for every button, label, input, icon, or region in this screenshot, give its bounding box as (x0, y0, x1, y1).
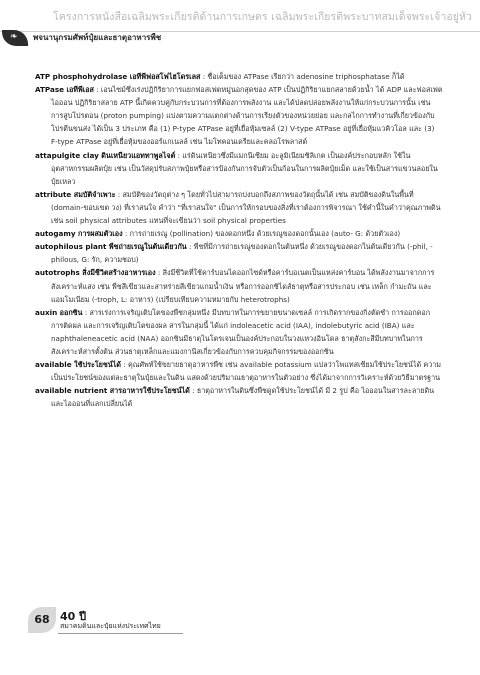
entry-definition: : ชื่อเต็มของ ATPase เรียกว่า adenosine triphosphatase ก็ได้ (202, 72, 405, 81)
entry-term: autotrophs สิ่งมีชีวิตสร้างอาหารเอง (35, 268, 156, 278)
entry-definition: : การถ่ายเรณู (pollination) ของดอกหนึ่ง ด้วยเรณูของดอกนั้นเอง (auto- G: ด้วยตัวเอง) (124, 229, 401, 239)
book-title: พจนานุกรมศัพท์ปุ๋ยและธาตุอาหารพืช (33, 33, 162, 42)
entry-term: autophilous plant พืชถ่ายเรณูในต้นเดียวกัน (35, 242, 187, 252)
entry-available-nutrient (35, 384, 443, 410)
entry-autophilous-plant (35, 240, 443, 266)
entry-attribute (35, 188, 443, 227)
project-title: โครงการหนังสือเฉลิมพระเกียรติด้านการเกษตร เฉลิมพระเกียรติพระบาทสมเด็จพระเจ้าอยู่หัว (52, 11, 472, 23)
entry-autogamy (35, 227, 443, 240)
entry-term: ATP phosphohydrolase เอทีพีฟอสโฟไฮโดรเลส (35, 72, 201, 81)
entry-term: auxin ออกซิน (35, 307, 83, 317)
entry-term: available nutrient สารอาหารใช้ประโยชน์ได้ (35, 386, 190, 396)
entry-autotrophs (35, 266, 443, 305)
entry-definition: : สิ่งมีชีวิตที่ใช้คาร์บอนไดออกไซด์หรือคาร์บอเนตเป็นแหล่งคาร์บอน ได้พลังงานมาจากการสังเคราะห์แสง เช่น พืชสีเขียวและสาหร่ายสีเขียวแกมน้ำเงิน หรือการออกซิไดส์ธาตุหรือสารประกอบ เช่น เหล็ก กำมะถัน และแอมโมเนียม (-troph, L: อาหาร) (เปรียบเทียบความหมายกับ heterotrophs) (51, 268, 435, 304)
entry-definition: : สมบัติของวัตถุต่าง ๆ โดยทั่วไปสามารถบ่งบอกถึงสภาพของวัตถุนั้นได้ เช่น สมบัติของดินในพื้นที่ (domain-ขอบเขต วง) ที่เราสนใจ คำว่า "ที่เราสนใจ" เป็นการให้กรอบของสิ่งที่เราต้องการพิจารณา ใช้คำนี้ในคำว่าคุณภาพดิน เช่น soil physical attributes แทนที่จะเขียนว่า soil physical properties (51, 189, 441, 226)
entry-definition: : แร่ดินเหนียวซึ่งมีแมกนีเซียม อะลูมิเนียมซิลิเกต เป็นองค์ประกอบหลัก ใช้ในอุตสาหกรรมผลิตปุ๋ย เช่น เป็นวัสดุปรับสภาพปุ๋ยหรือสารป้องกันการจับตัวเป็นก้อนในการผลิตปุ๋ยเม็ด และใช้เป็นสารแขวนลอยในปุ๋ยเหลว (51, 150, 438, 186)
entry-definition: : เอนไซม์ซึ่งเร่งปฏิกิริยาการแยกฟอสเฟตหมู่นอกสุดของ ATP เป็นปฏิกิริยาแยกสลายด้วยน้ำ ได้ ADP และฟอสเฟตไอออน ปฏิกิริยาสลาย ATP นี้เกิดควบคู่กับกระบวนการที่ต้องการพลังงาน และได้ปลดปล่อยพลังงานให้แก่กระบวนการนั้น เช่น การสูบโปรตอน (proton pumping) แบ่งตามความแตกต่างด้านการเรียงตัวของหน่วยย่อย และกลไกการทำงานที่เกี่ยวข้องกับโปรตีนขนส่ง ได้เป็น 3 ประเภท คือ (1) P-type ATPase อยู่ที่เยื่อหุ้มเซลล์ (2) V-type ATPase อยู่ที่เยื่อหุ้มแวคิวโอล และ (3) F-type ATPase อยู่ที่เยื่อหุ้มของออร์แกเนลล์ เช่น ไมโทคอนเดรียและคลอโรพลาสต์ (51, 85, 443, 147)
entry-atpase (35, 83, 443, 148)
footer-divider (58, 633, 183, 634)
entry-auxin (35, 306, 443, 358)
anniversary-label: 40 ปี (60, 610, 87, 623)
entry-term: attapulgite clay ดินเหนียวแอททาพูลไจต์ (35, 150, 176, 160)
page-number-badge (28, 607, 56, 633)
dictionary-entries (35, 70, 443, 410)
entry-definition: : ธาตุอาหารในดินซึ่งพืชดูดใช้ประโยชน์ได้ มี 2 รูป คือ ไอออนในสารละลายดินและไอออนที่แลกเปลี่ยนได้ (51, 386, 435, 409)
entry-definition: : สารเร่งการเจริญเติบโตของพืชกลุ่มหนึ่ง มีบทบาทในการขยายขนาดเซลล์ การเกิดรากของกิ่งตัดชำ การออกดอก การติดผล และการเจริญเติบโตของผล สารในกลุ่มนี้ ได้แก่ indoleacetic acid (IAA), indolebutyric acid (IBA) และ naphthaleneacetic acid (NAA) ออกซินมีธาตุไนโตรเจนเป็นองค์ประกอบในวงแหวงอินโดล ธาตุสังกะสีมีบทบาทในการสังเคราะห์สารตั้งต้น ส่วนธาตุเหล็กและแมงกานีสเกี่ยวข้องกับการควบคุมกิจกรรมของออกซิน (51, 307, 431, 356)
entry-term: autogamy การผสมตัวเอง (35, 229, 123, 239)
entry-term: available ใช้ประโยชน์ได้ (35, 360, 121, 370)
page-number: 68 (34, 613, 50, 626)
entry-term: ATPase เอทีพีเอส (35, 85, 94, 95)
entry-available (35, 358, 443, 384)
entry-definition: : คุณศัพท์ใช้ขยายธาตุอาหารพืช เช่น available potassium แปลว่าโพแทสเซียมใช้ประโยชน์ได้ ความเป็นประโยชน์ของแต่ละธาตุในปุ๋ยและในดิน แสดงด้วยปริมาณธาตุอาหารในตัวอย่าง ซึ่งได้มาจากการวิเคราะห์ด้วยวิธีมาตรฐาน (51, 360, 442, 383)
entry-attapulgite-clay (35, 149, 443, 188)
entry-atp-phosphohydrolase (35, 70, 443, 83)
entry-definition: : พืชที่มีการถ่ายเรณูของดอกในต้นหนึ่ง ด้วยเรณูของดอกในต้นเดียวกัน (-phil, -philous, G: รัก, ความชอบ) (51, 242, 433, 265)
association-name: สมาคมดินและปุ๋ยแห่งประเทศไทย (60, 622, 161, 630)
leaf-icon: ❧ (2, 30, 28, 46)
entry-term: attribute สมบัติจำเพาะ (35, 189, 116, 199)
